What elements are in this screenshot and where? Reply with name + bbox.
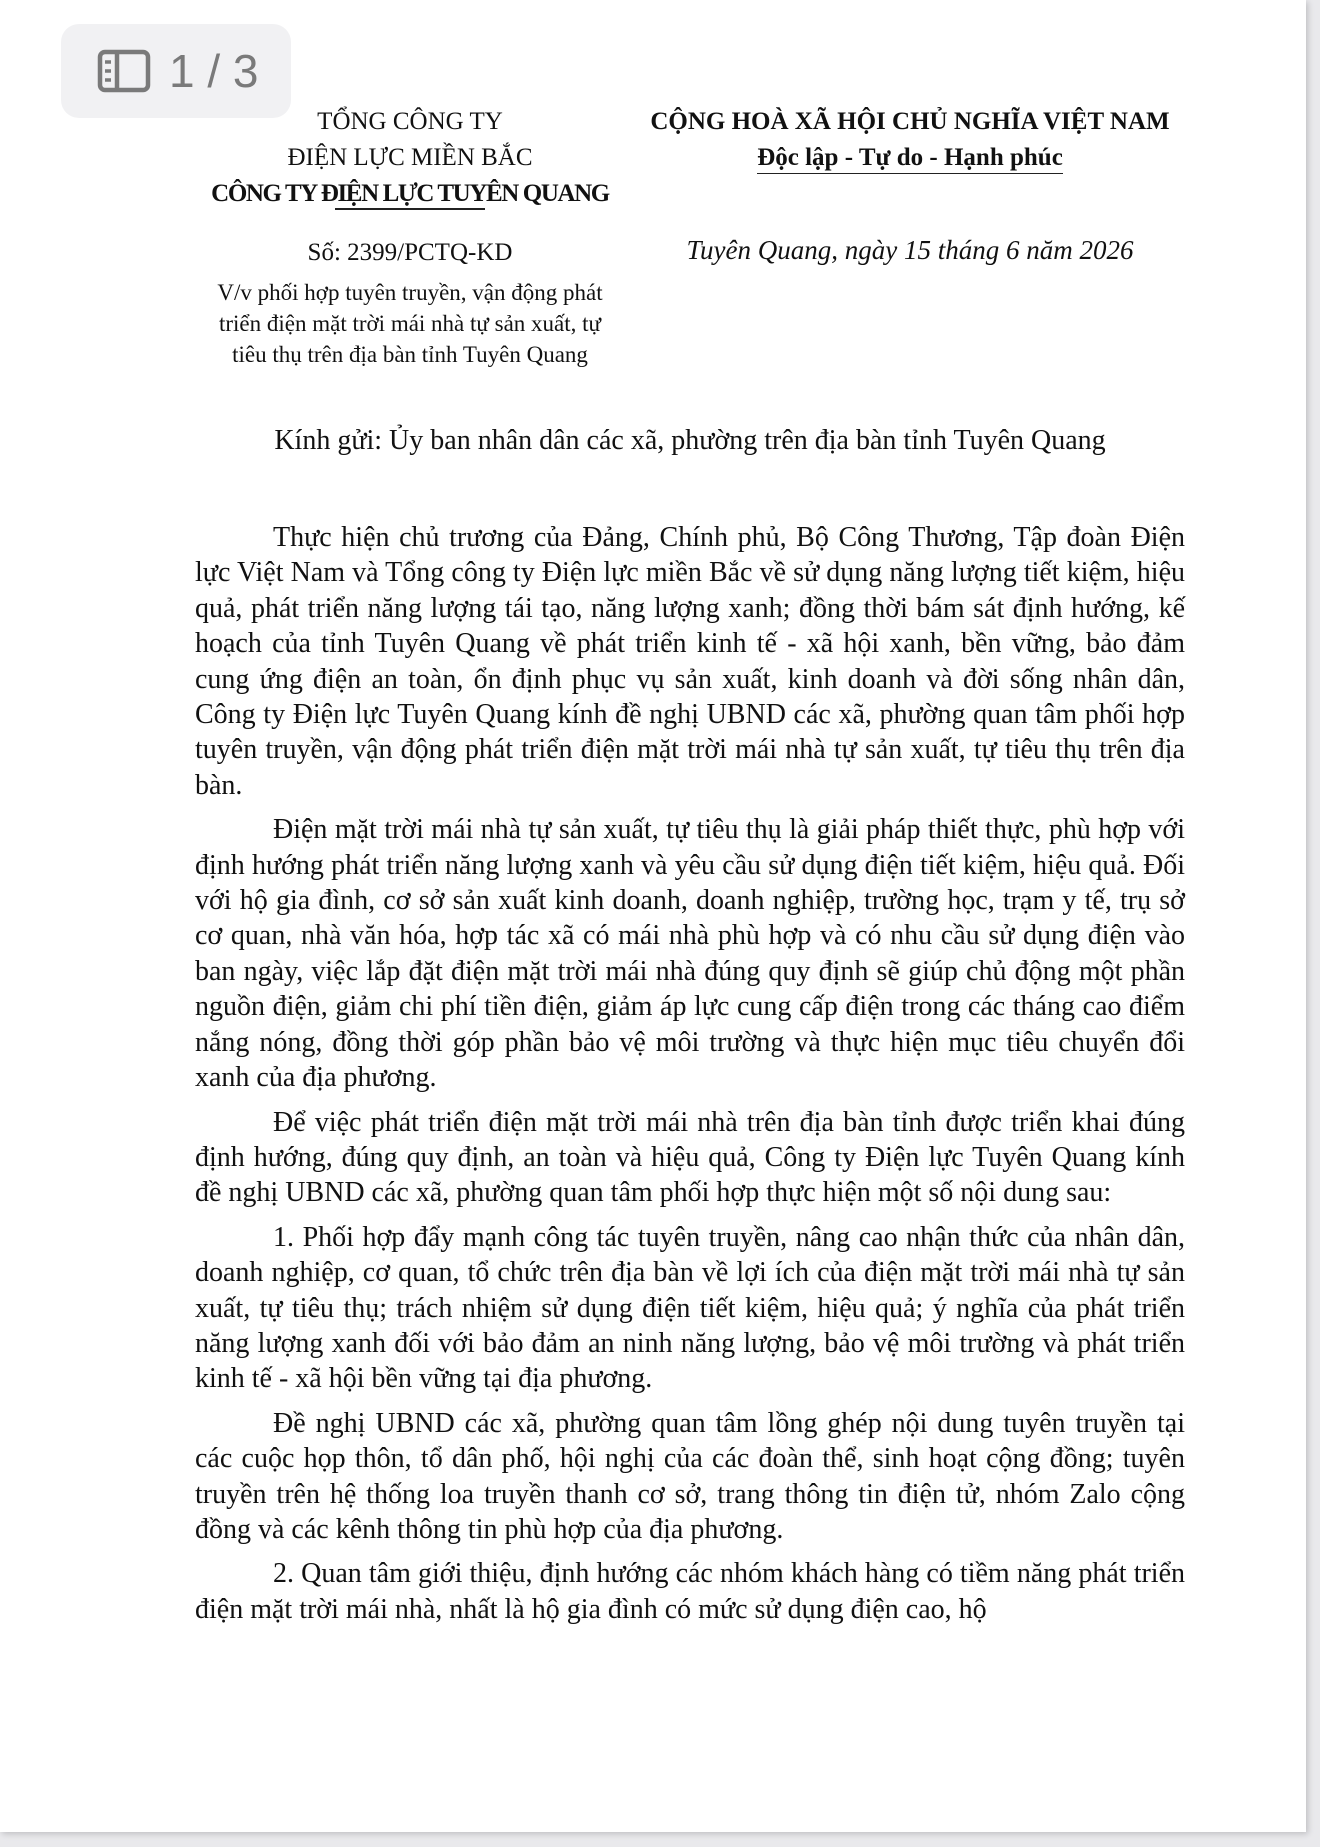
- body-paragraph: Thực hiện chủ trương của Đảng, Chính phủ, Bộ Công Thương, Tập đoàn Điện lực Việt Nam và Tổng công ty Điện lực miền Bắc về sử dụng năng lượng tiết kiệm, hiệu quả, phát triển năng lượng tái tạo, năng lượng xanh; đồng thời bám sát định hướng, kế hoạch của tỉnh Tuyên Quang về phát triển kinh tế - xã hội xanh, bền vững, bảo đảm cung ứng điện an toàn, ổn định phục vụ sản xuất, kinh doanh và đời sống nhân dân, Công ty Điện lực Tuyên Quang kính đề nghị UBND các xã, phường quan tâm phối hợp tuyên truyền, vận động phát triển điện mặt trời mái nhà tự sản xuất, tự tiêu thụ trên địa bàn.: [195, 522, 1185, 801]
- sidebar-icon[interactable]: [97, 49, 151, 93]
- body-paragraph: Để việc phát triển điện mặt trời mái nhà trên địa bàn tỉnh được triển khai đúng định hướng, đúng quy định, an toàn và hiệu quả, Công ty Điện lực Tuyên Quang kính đề nghị UBND các xã, phường quan tâm phối hợp thực hiện một số nội dung sau:: [195, 1106, 1185, 1209]
- issuer-parent-line2: ĐIỆN LỰC MIỀN BẮC: [287, 144, 533, 171]
- body-paragraph: 2. Quan tâm giới thiệu, định hướng các nhóm khách hàng có tiềm năng phát triển điện mặt trời mái nhà, nhất là hộ gia đình có mức sử dụng điện cao, hộ: [195, 1558, 1185, 1625]
- issuer-parent-line1: TỔNG CÔNG TY: [317, 108, 503, 135]
- body-paragraph: 1. Phối hợp đẩy mạnh công tác tuyên truyền, nâng cao nhận thức của nhân dân, doanh nghiệp, cơ quan, tổ chức trên địa bàn về lợi ích của điện mặt trời mái nhà tự sản xuất, tự tiêu thụ; trách nhiệm sử dụng điện tiết kiệm, hiệu quả; ý nghĩa của phát triển năng lượng xanh đối với bảo đảm an ninh năng lượng, bảo vệ môi trường và phát triển kinh tế - xã hội bền vững tại địa phương.: [195, 1221, 1185, 1395]
- subject-line: triển điện mặt trời mái nhà tự sản xuất, tự: [218, 310, 601, 336]
- subject-line: V/v phối hợp tuyên truyền, vận động phát: [217, 279, 603, 305]
- national-title: CỘNG HOÀ XÃ HỘI CHỦ NGHĨA VIỆT NAM: [650, 108, 1170, 135]
- subject-line: tiêu thụ trên địa bàn tỉnh Tuyên Quang: [232, 341, 588, 367]
- issuer-name: CÔNG TY ĐIỆN LỰC TUYÊN QUANG: [211, 180, 609, 207]
- recipient-line: Kính gửi: Ủy ban nhân dân các xã, phường trên địa bàn tỉnh Tuyên Quang: [274, 425, 1106, 456]
- body-paragraph: Điện mặt trời mái nhà tự sản xuất, tự tiêu thụ là giải pháp thiết thực, phù hợp với định hướng phát triển năng lượng xanh và yêu cầu sử dụng điện tiết kiệm, hiệu quả. Đối với hộ gia đình, cơ sở sản xuất kinh doanh, doanh nghiệp, trường học, trạm y tế, trụ sở cơ quan, nhà văn hóa, hợp tác xã có mái nhà phù hợp và có nhu cầu sử dụng điện vào ban ngày, việc lắp đặt điện mặt trời mái nhà đúng quy định sẽ giúp chủ động một phần nguồn điện, giảm chi phí tiền điện, giảm áp lực cung cấp điện trong các tháng cao điểm nắng nóng, đồng thời góp phần bảo vệ môi trường và thực hiện mục tiêu chuyển đổi xanh của địa phương.: [195, 814, 1185, 1094]
- issuer-block: [188, 104, 632, 370]
- document-number: Số: 2399/PCTQ-KD: [307, 238, 513, 266]
- document-date: Tuyên Quang, ngày 15 tháng 6 năm 2026: [686, 235, 1134, 265]
- body-paragraph: Đề nghị UBND các xã, phường quan tâm lồng ghép nội dung tuyên truyền tại các cuộc họp thôn, tổ dân phố, hội nghị của các đoàn thể, sinh hoạt cộng đồng; tuyên truyền trên hệ thống loa truyền thanh cơ sở, trang thông tin điện tử, nhóm Zalo cộng đồng và các kênh thông tin phù hợp của địa phương.: [195, 1407, 1185, 1545]
- document-subject: [188, 277, 632, 370]
- national-header: [640, 104, 1180, 268]
- national-motto: Độc lập - Tự do - Hạnh phúc: [757, 143, 1063, 174]
- document-body: [195, 520, 1185, 1636]
- page-number: 1 / 3: [169, 45, 259, 97]
